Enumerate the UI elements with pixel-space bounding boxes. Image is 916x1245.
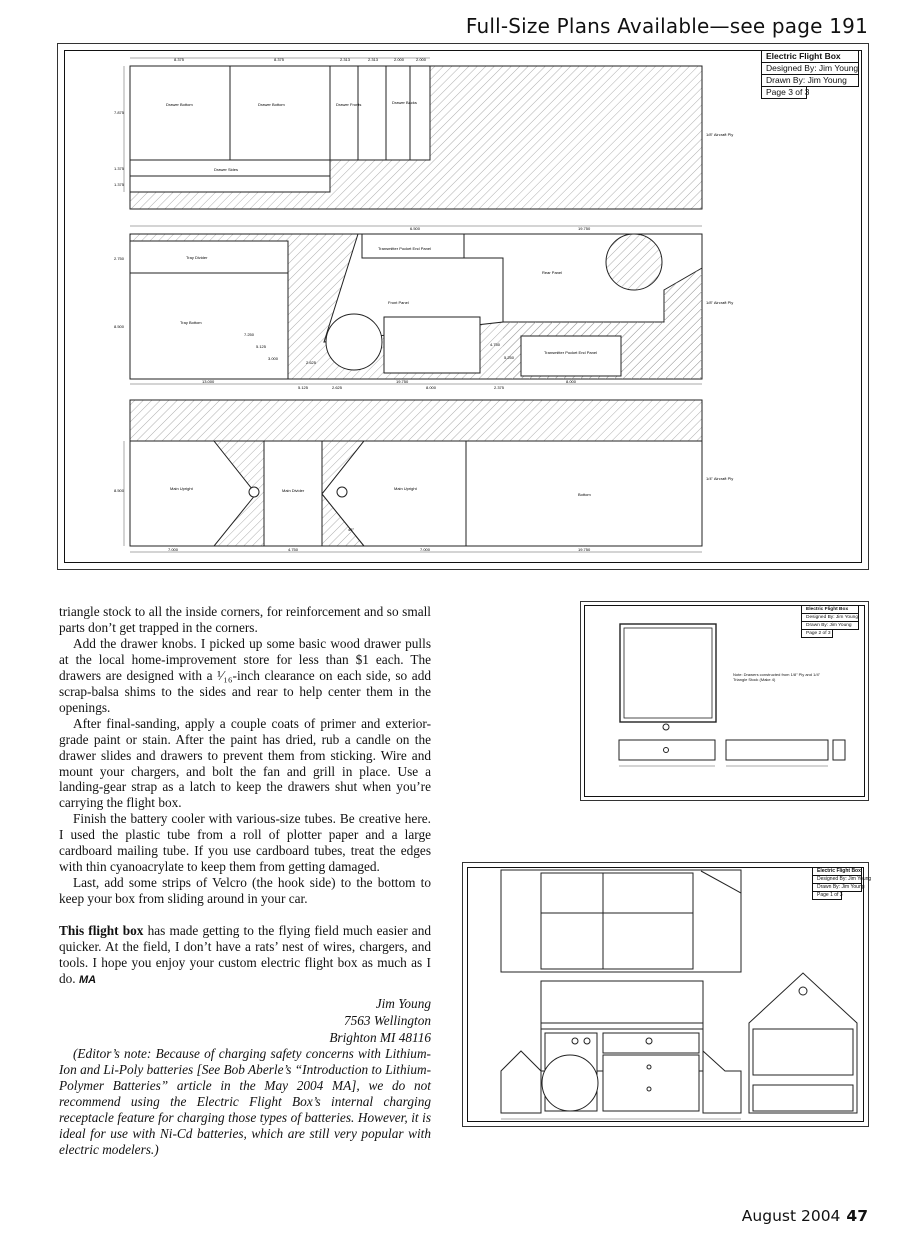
title-block-row: Designed By: Jim Young (761, 63, 859, 75)
issue-date: August 2004 (741, 1207, 841, 1225)
dim: 2.625 (332, 385, 343, 390)
label: Drawer Sides (214, 167, 239, 172)
material-label: 1/8" Aircraft Ply (706, 300, 734, 305)
dim: 6.500 (410, 226, 421, 231)
title-block (801, 605, 859, 638)
label: Main Divider (282, 488, 305, 493)
dim: 19.750 (396, 379, 409, 384)
page-header: Full-Size Plans Available—see page 191 (465, 14, 868, 38)
plan-page-2 (580, 601, 869, 801)
dim: 5.125 (256, 344, 267, 349)
dim: 8.375 (274, 57, 285, 62)
title-block-row: Page 3 of 3 (761, 87, 807, 99)
dim: 8.000 (566, 379, 577, 384)
dim: 2.375 (494, 385, 505, 390)
label: Tray Bottom (180, 320, 202, 325)
title-block (761, 50, 859, 99)
dim: 7.250 (244, 332, 255, 337)
material-label: 1/4" Aircraft Ply (706, 476, 734, 481)
section-drawer-parts (124, 58, 702, 209)
dim: 13.000 (202, 379, 215, 384)
editor-note: (Editor’s note: Because of charging safety concerns with Lithium-Ion and Li-Poly batteries [See Bob Aberle’s “Introduction to Lithium-Polymer Batteries” article in the May 2004 MA], we do not recommend using the Electric Flight Box’s internal charging receptacle feature for charging those types of batteries. However, it is ideal for use with Ni-Cd batteries, which are still very popular with electric modelers.) (59, 1045, 431, 1157)
label: Drawer Fronts (336, 102, 362, 107)
dim: 2.750 (114, 256, 125, 261)
title-block-row: Electric Flight Box (761, 50, 859, 63)
plan-page-3 (57, 43, 869, 570)
dim: 2.313 (340, 57, 351, 62)
title-block-row: Designed By: Jim Young (812, 876, 862, 884)
title-block-row: Drawn By: Jim Young (761, 75, 859, 87)
dim: 4.750 (288, 547, 299, 552)
label: Main Upright (170, 486, 193, 491)
closing-text: has made getting to the flying field much easier and quicker. At the field, I don’t have a rats’ nest of wires, chargers, and tools. I hope you enjoy your custom electric flight box as much as I do. (59, 923, 432, 986)
assembly-drawing (463, 863, 868, 1126)
dim: 8.375 (174, 57, 185, 62)
label: Tray Divider (186, 255, 208, 260)
paragraph: After final-sanding, apply a couple coats of primer and exterior-grade paint or stain. After the paint has dried, rub a candle on the drawer slides and drawers to prevent them from sticking. Wire and mount your chargers, and bolt the fan and grill in place. Use a landing-gear strap as a latch to keep the drawers shut when you’re carrying the flight box. (59, 715, 431, 811)
page-number: 47 (846, 1207, 868, 1225)
drawer-note: Note: Drawers constructed from 1/8" Ply and 1/4" Triangle Stock (Make 4) (733, 672, 821, 682)
title-block-row: Designed By: Jim Young (801, 614, 859, 622)
dim: 2.625 (306, 360, 317, 365)
dim: 7.000 (168, 547, 179, 552)
plan-page-1 (462, 862, 872, 1127)
lead-in: This flight box (59, 923, 144, 939)
author-name: Jim Young (375, 995, 431, 1011)
label: Drawer Bottom (258, 102, 285, 107)
title-block-row: Page 1 of 3 (812, 892, 842, 900)
dim: 2.313 (368, 57, 379, 62)
page-footer (742, 1207, 868, 1225)
dim: 19.750 (578, 226, 591, 231)
paragraph: Finish the battery cooler with various-size tubes. Be creative here. I used the plastic tube from a roll of plotter paper and a large cardboard mailing tube. If you use cardboard tubes, treat the edges with thin cyanoacrylate to keep them from getting damaged. (59, 811, 431, 875)
plan-drawing (58, 44, 868, 569)
dim: 4.750 (490, 342, 501, 347)
paragraph: Add the drawer knobs. I picked up some basic wood drawer pulls at the local home-improvement store for less than $1 each. The drawers are designed with a ¹⁄₁₆-inch clearance on each side, so add scrap-balsa shims to the sides and rear to help center them in the openings. (59, 635, 431, 715)
label: Rear Panel (542, 270, 563, 275)
label: Drawer Bottom (166, 102, 193, 107)
signature (59, 995, 431, 1046)
dim: 7.000 (420, 547, 431, 552)
paragraph: triangle stock to all the inside corners, for reinforcement and so small parts don’t get trapped in the corners. (59, 604, 431, 635)
closing-paragraph (59, 923, 431, 989)
title-block-row: Page 2 of 3 (801, 630, 833, 638)
material-label: 1/8" Aircraft Ply (706, 132, 734, 137)
dim: 2.000 (416, 57, 427, 62)
paragraph: Last, add some strips of Velcro (the hook side) to the bottom to keep your box from sliding around in your car. (59, 875, 431, 907)
label: Main Upright (394, 486, 417, 491)
label: Bottom (578, 492, 591, 497)
end-mark: MA (78, 973, 97, 986)
dim: 8.500 (114, 488, 125, 493)
label: Transmitter Pocket End Panel (378, 246, 431, 251)
author-city: Brighton MI 48116 (329, 1029, 431, 1045)
dim: 19.750 (578, 547, 591, 552)
dim: 8.000 (426, 385, 437, 390)
title-block (812, 867, 872, 900)
dim: 2.000 (394, 57, 405, 62)
dim: 1.375 (114, 182, 125, 187)
section-uprights (124, 400, 702, 552)
dim: 3.000 (268, 356, 279, 361)
label: Drawer Backs (392, 100, 417, 105)
dim: 5.125 (298, 385, 309, 390)
dim: 5.250 (504, 355, 515, 360)
dim: 1.375 (114, 166, 125, 171)
title-block-row: Electric Flight Box (801, 605, 859, 614)
dim: 8.500 (114, 324, 125, 329)
author-street: 7563 Wellington (343, 1012, 431, 1028)
label: Transmitter Pocket End Panel (544, 350, 597, 355)
article-body (59, 604, 431, 1158)
dim: 7.875 (114, 110, 125, 115)
title-block-row: Drawn By: Jim Young (812, 884, 862, 892)
label: Front Panel (388, 300, 409, 305)
title-block-row: Electric Flight Box (812, 867, 862, 876)
label: 45° (348, 527, 355, 532)
title-block-row: Drawn By: Jim Young (801, 622, 859, 630)
